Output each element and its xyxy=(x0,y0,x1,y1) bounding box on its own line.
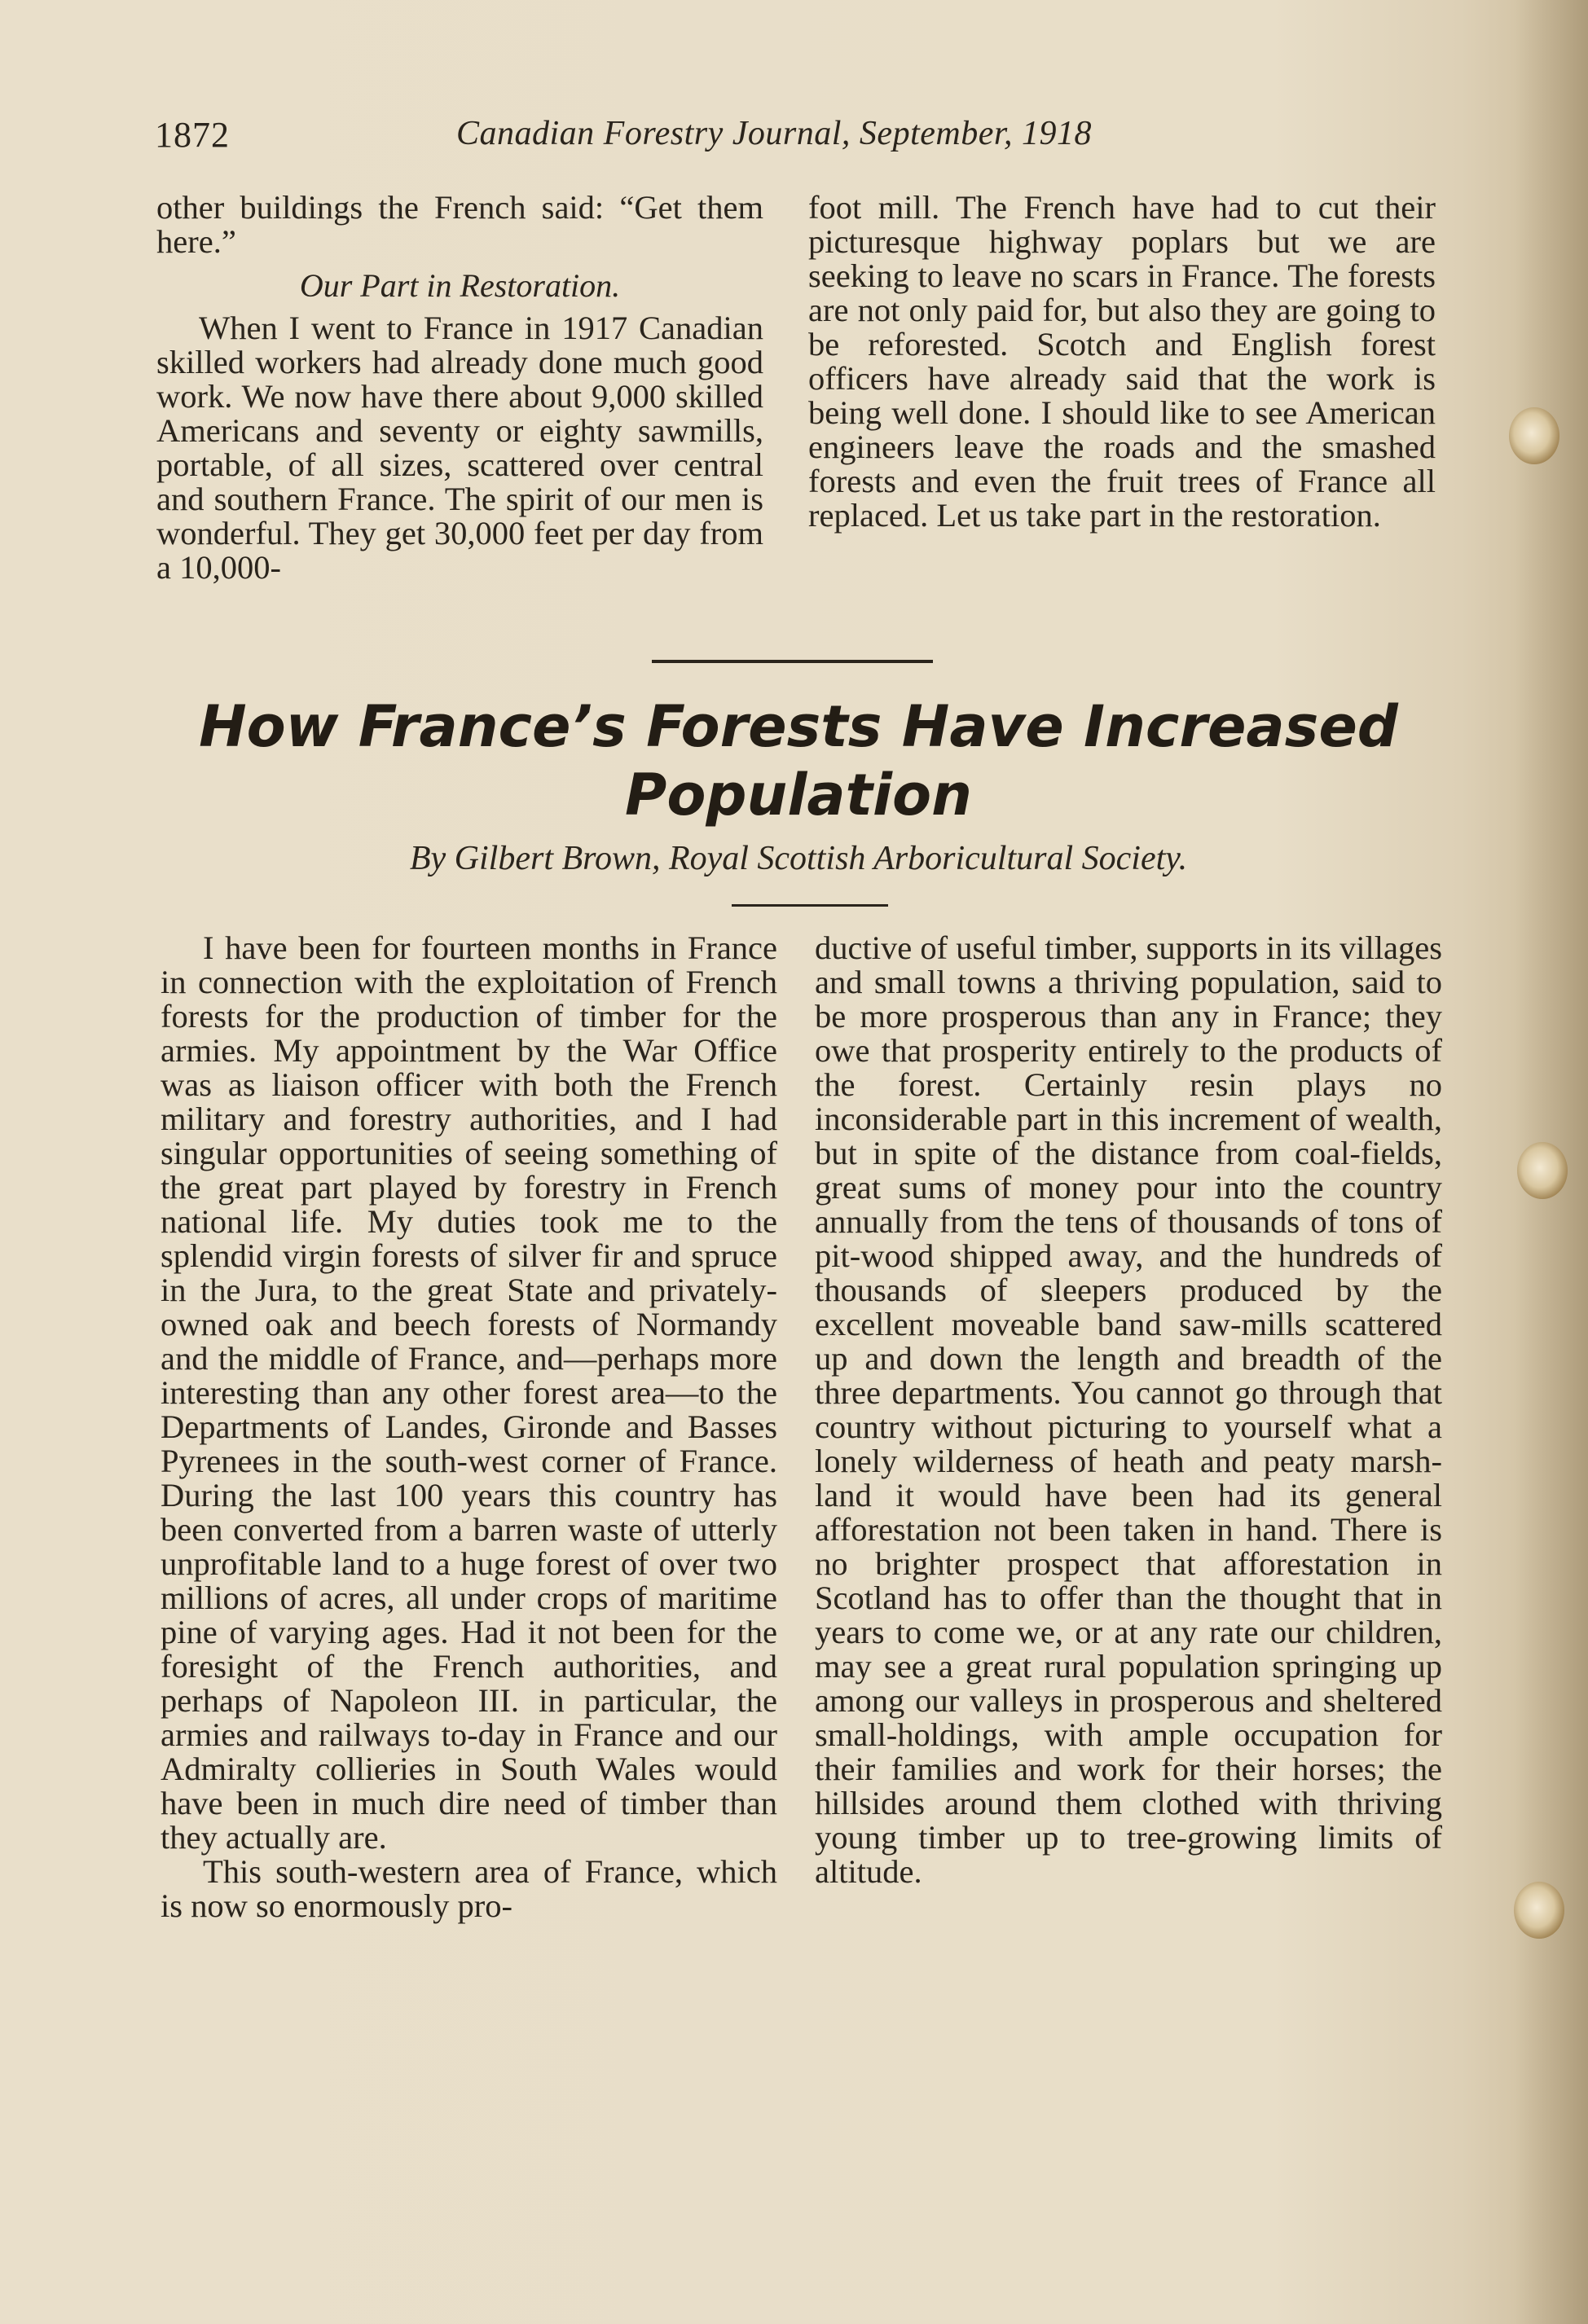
top-left-paragraph-2: When I went to France in 1917 Canadian skilled workers had already done much good work. We now have there about 9,000 skilled Americans and seventy or eighty sawmills, portable, of all sizes, scattered over central and southern France. The spirit of our men is wonderful. They get 30,000 feet per day from a 10,000- xyxy=(156,310,763,586)
article-title-line-2: Population xyxy=(625,762,972,828)
running-head: Canadian Forestry Journal, September, 1918 xyxy=(456,115,1093,152)
article-left-column xyxy=(161,931,777,1923)
page-header xyxy=(155,114,1458,163)
article-byline: By Gilbert Brown, Royal Scottish Arboricultural Society. xyxy=(409,840,1188,877)
binding-hole-icon xyxy=(1509,407,1559,464)
top-article-right-column xyxy=(808,191,1436,533)
binding-hole-icon xyxy=(1517,1142,1568,1199)
section-divider xyxy=(652,660,933,663)
article-right-paragraph-1: ductive of useful timber, supports in its villages and small towns a thriving population, said to be more prosperous than any in France; they owe that prosperity entirely to the products of the forest. Certainly resin plays no inconsiderable part in this increment of wealth, but in spite of the distance from coal-fields, great sums of money pour into the country annually from the tens of thousands of tons of pit-wood shipped away, and the hundreds of thousands of sleepers produced by the excellent moveable band saw-mills scattered up and down the length and breadth of the three departments. You cannot go through that country without picturing to yourself what a lonely wilderness of heath and peaty marsh-land it would have been had its general afforestation not been taken in hand. There is no brighter prospect that afforestation in Scotland has to offer than the thought that in years to come we, or at any rate our children, may see a great rural population springing up among our valleys in prosperous and sheltered small-holdings, with ample occupation for their families and work for their horses; the hillsides around them clothed with thriving young timber up to tree-growing limits of altitude. xyxy=(815,929,1443,1890)
byline-divider xyxy=(732,904,888,907)
article-title-line-1: How France’s Forests Have Increased xyxy=(199,693,1398,760)
top-right-paragraph-1: foot mill. The French have had to cut their picturesque highway poplars but we are seeking to leave no scars in France. The forests are not only paid for, but also they are going to be reforested. Scotch and English forest officers have already said that the work is being well done. I should like to see American engineers leave the roads and the smashed forests and even the fruit trees of France all replaced. Let us take part in the restoration. xyxy=(808,189,1436,534)
article-left-paragraph-2: This south-western area of France, which is now so enormously pro- xyxy=(161,1853,777,1924)
article-title xyxy=(163,692,1434,829)
top-left-paragraph-1: other buildings the French said: “Get them here.” xyxy=(156,189,763,260)
top-article-left-column xyxy=(156,191,763,585)
article-left-paragraph-1: I have been for fourteen months in France in connection with the exploitation of French forests for the production of timber for the armies. My appointment by the War Office was as liaison officer with both the French military and forestry authorities, and I had singular opportunities of seeing something of the great part played by forestry in French national life. My duties took me to the splendid virgin forests of silver fir and spruce in the Jura, to the great State and privately-owned oak and beech forests of Normandy and the middle of France, and—perhaps more interesting than any other forest area—to the Departments of Landes, Gironde and Basses Pyrenees in the south-west corner of France. During the last 100 years this country has been converted from a barren waste of utterly unprofitable land to a huge forest of over two millions of acres, all under crops of maritime pine of varying ages. Had it not been for the foresight of the French authorities, and perhaps of Napoleon III. in particular, the armies and railways to-day in France and our Admiralty collieries in South Wales would have been in much dire need of timber than they actually are. xyxy=(161,929,777,1856)
top-article-subheading: Our Part in Restoration. xyxy=(299,267,621,304)
binding-hole-icon xyxy=(1514,1882,1564,1939)
page-number: 1872 xyxy=(155,115,230,155)
article-right-column xyxy=(815,931,1442,1889)
